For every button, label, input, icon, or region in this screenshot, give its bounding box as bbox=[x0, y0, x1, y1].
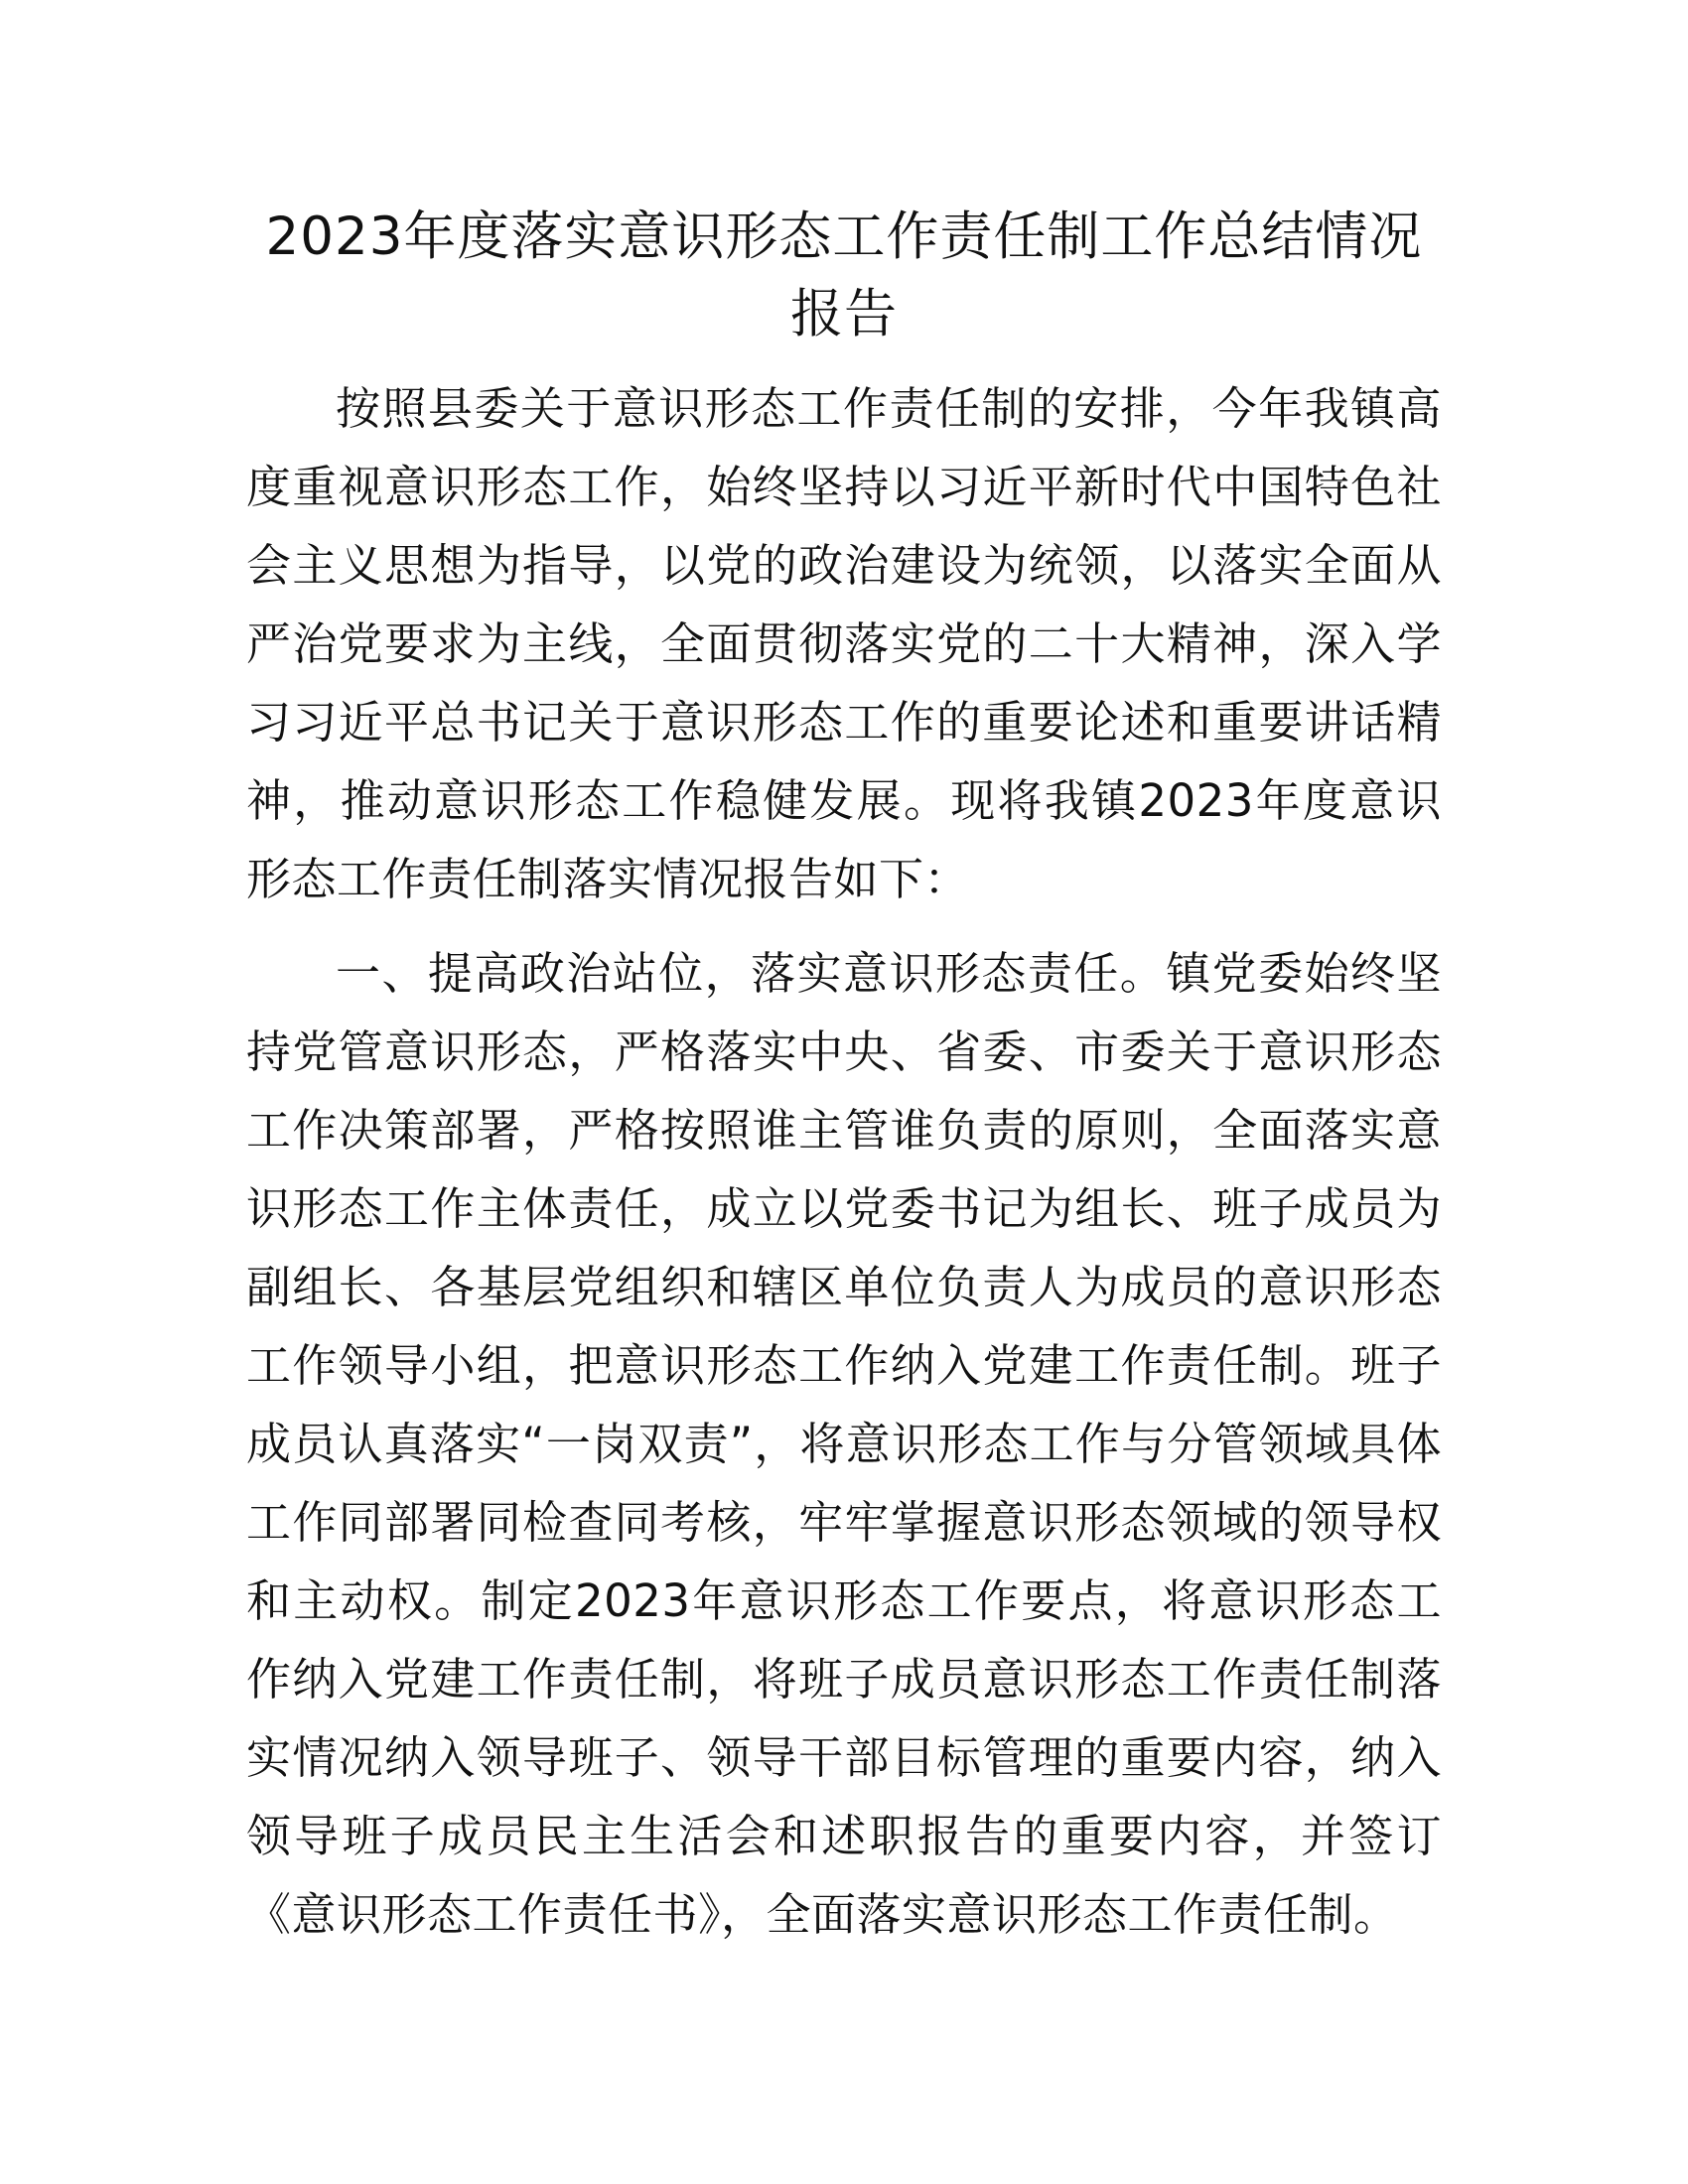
intro-paragraph: 按照县委关于意识形态工作责任制的安排，今年我镇高度重视意识形态工作，始终坚持以习近平新时代中国特色社会主义思想为指导，以党的政治建设为统领，以落实全面从严治党要求为主线，全面贯彻落实党的二十大精神，深入学习习近平总书记关于意识形态工作的重要论述和重要讲话精神，推动意识形态工作稳健发展。现将我镇2023年度意识形态工作责任制落实情况报告如下： bbox=[246, 382, 1442, 905]
document-title: 2023年度落实意识形态工作责任制工作总结情况报告 bbox=[265, 206, 1423, 344]
section-one-paragraph: 一、提高政治站位，落实意识形态责任。镇党委始终坚持党管意识形态，严格落实中央、省委、市委关于意识形态工作决策部署，严格按照谁主管谁负责的原则，全面落实意识形态工作主体责任，成立以党委书记为组长、班子成员为副组长、各基层党组织和辖区单位负责人为成员的意识形态工作领导小组，把意识形态工作纳入党建工作责任制。班子成员认真落实“一岗双责”，将意识形态工作与分管领域具体工作同部署同检查同考核，牢牢掌握意识形态领域的领导权和主动权。制定2023年意识形态工作要点，将意识形态工作纳入党建工作责任制，将班子成员意识形态工作责任制落实情况纳入领导班子、领导干部目标管理的重要内容，纳入领导班子成员民主生活会和述职报告的重要内容，并签订《意识形态工作责任书》，全面落实意识形态工作责任制。 bbox=[246, 947, 1442, 1941]
document-body bbox=[246, 199, 1442, 1954]
